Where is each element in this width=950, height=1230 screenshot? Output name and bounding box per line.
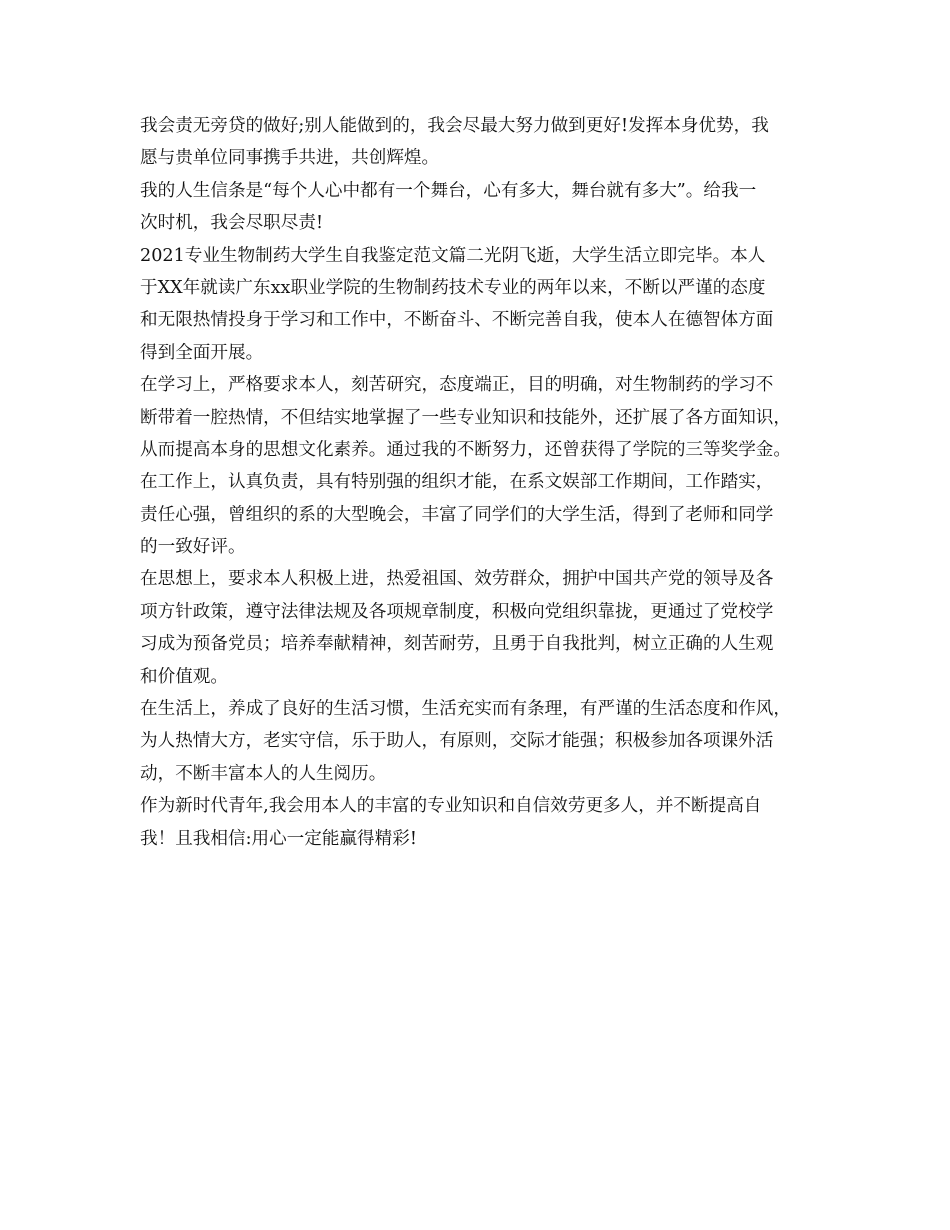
paragraph-conclusion — [140, 790, 820, 855]
paragraph-commitment — [140, 110, 820, 175]
text-line: 的一致好评。 — [140, 537, 246, 558]
text-line: 我会责无旁贷的做好;别人能做到的，我会尽最大努力做到更好!发挥本身优势，我 — [140, 116, 769, 136]
text-line: 次时机，我会尽职尽责! — [140, 213, 324, 234]
text-line: 在学习上，严格要求本人，刻苦研究，态度端正，目的明确，对生物制药的学习不 — [140, 375, 774, 396]
text-line: 我！且我相信:用心一定能赢得精彩! — [140, 828, 417, 849]
paragraph-study — [140, 369, 820, 466]
text-line: 项方针政策，遵守法律法规及各项规章制度，积极向党组织靠拢，更通过了党校学 — [140, 601, 774, 622]
text-line: 我的人生信条是“每个人心中都有一个舞台，心有多大，舞台就有多大”。给我一 — [140, 180, 757, 201]
text-line: 动，不断丰富本人的人生阅历。 — [140, 763, 387, 784]
paragraph-life — [140, 693, 820, 790]
text-line: 断带着一腔热情，不但结实地掌握了一些专业知识和技能外，还扩展了各方面知识， — [140, 407, 791, 428]
text-line: 和无限热情投身于学习和工作中，不断奋斗、不断完善自我，使本人在德智体方面 — [140, 310, 774, 331]
text-line: 为人热情大方，老实守信，乐于助人，有原则，交际才能强；积极参加各项课外活 — [140, 731, 774, 752]
text-line: 习成为预备党员；培养奉献精神，刻苦耐劳，且勇于自我批判，树立正确的人生观 — [140, 634, 774, 655]
text-line: 得到全面开展。 — [140, 342, 264, 363]
text-line: 作为新时代青年,我会用本人的丰富的专业知识和自信效劳更多人，并不断提高自 — [140, 796, 762, 817]
text-line: 在思想上，要求本人积极上进，热爱祖国、效劳群众，拥护中国共产党的领导及各 — [140, 569, 774, 590]
text-line: 在生活上，养成了良好的生活习惯，生活充实而有条理，有严谨的生活态度和作风， — [140, 699, 791, 720]
text-line: 在工作上，认真负责，具有特别强的组织才能，在系文娱部工作期间，工作踏实， — [140, 472, 774, 493]
text-line: 2021专业生物制药大学生自我鉴定范文篇二光阴飞逝，大学生活立即完毕。本人 — [140, 245, 766, 266]
document-body — [140, 110, 820, 855]
text-line: 于XX年就读广东xx职业学院的生物制药技术专业的两年以来，不断以严谨的态度 — [140, 277, 766, 298]
text-line: 从而提高本身的思想文化素养。通过我的不断努力，还曾获得了学院的三等奖学金。 — [140, 439, 791, 460]
text-line: 愿与贵单位同事携手共进，共创辉煌。 — [140, 148, 440, 169]
text-line: 责任心强，曾组织的系的大型晚会，丰富了同学们的大学生活，得到了老师和同学 — [140, 504, 774, 525]
paragraph-intro — [140, 240, 820, 370]
text-line: 和价值观。 — [140, 666, 228, 687]
paragraph-life-motto — [140, 175, 820, 240]
paragraph-ideology — [140, 563, 820, 693]
paragraph-work — [140, 466, 820, 563]
